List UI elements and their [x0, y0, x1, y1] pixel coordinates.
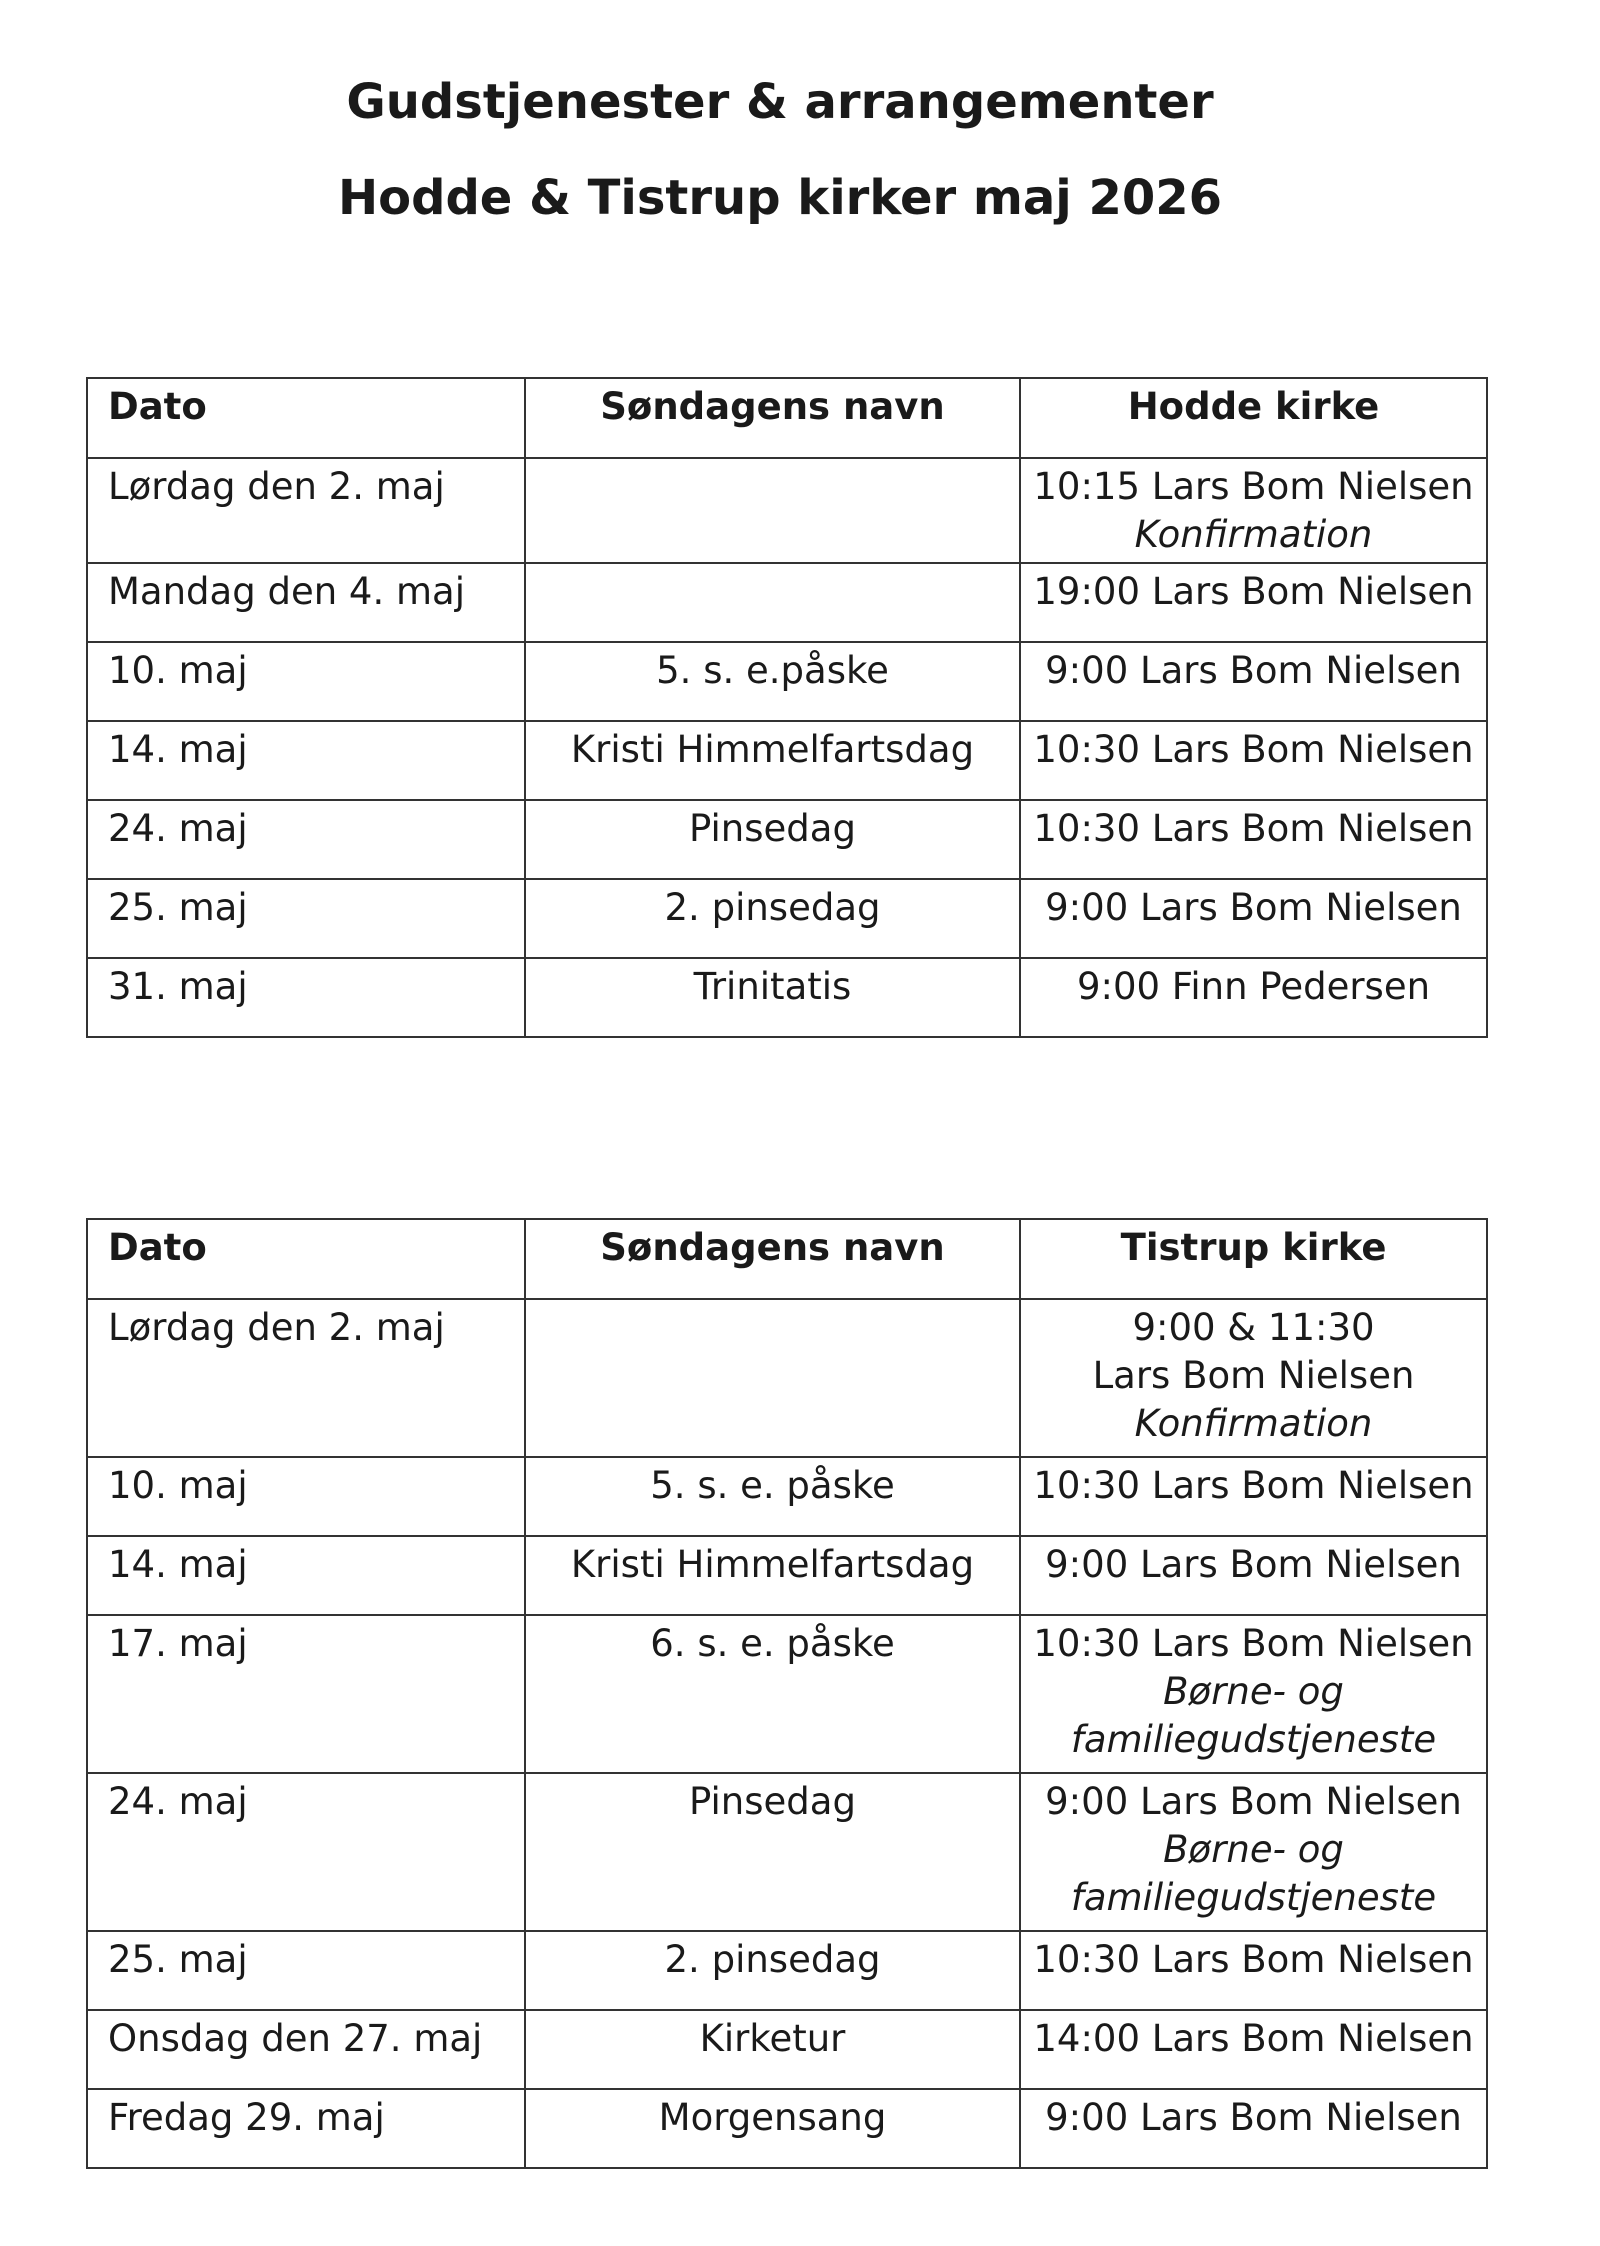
table-row — [87, 458, 1487, 563]
page-subtitle: Hodde & Tistrup kirker maj 2026 — [337, 170, 1223, 226]
sondagens-navn-cell: Morgensang — [525, 2089, 1020, 2168]
table-row — [87, 879, 1487, 958]
hodde-schedule-table — [86, 377, 1488, 1038]
service-time: 9:00 Lars Bom Nielsen — [1045, 649, 1462, 692]
sondagens-navn-cell: 5. s. e. påske — [525, 1457, 1020, 1536]
service-note: Konfirmation — [1134, 513, 1373, 556]
service-time: 9:00 Lars Bom Nielsen — [1045, 2096, 1462, 2139]
dato-cell: 17. maj — [87, 1615, 525, 1773]
service-time: 14:00 Lars Bom Nielsen — [1033, 2017, 1474, 2060]
service-time: 10:30 Lars Bom Nielsen — [1033, 728, 1474, 771]
service-time: 10:30 Lars Bom Nielsen — [1033, 1464, 1474, 1507]
sondagens-navn-cell: 5. s. e.påske — [525, 642, 1020, 721]
dato-cell: 10. maj — [87, 1457, 525, 1536]
kirke-cell — [1020, 2089, 1487, 2168]
table-row — [87, 958, 1487, 1037]
kirke-cell — [1020, 1299, 1487, 1457]
sondagens-navn-cell — [525, 458, 1020, 563]
kirke-cell — [1020, 1457, 1487, 1536]
dato-cell: Lørdag den 2. maj — [87, 458, 525, 563]
sondagens-navn-cell: Pinsedag — [525, 800, 1020, 879]
kirke-cell — [1020, 2010, 1487, 2089]
kirke-cell — [1020, 1536, 1487, 1615]
kirke-cell — [1020, 1773, 1487, 1931]
table-row — [87, 2089, 1487, 2168]
service-note: Børne- og — [1163, 1670, 1344, 1713]
table-row — [87, 642, 1487, 721]
dato-cell: 10. maj — [87, 642, 525, 721]
sondagens-navn-cell — [525, 563, 1020, 642]
dato-cell: 25. maj — [87, 879, 525, 958]
table-row — [87, 1536, 1487, 1615]
service-time: 9:00 Finn Pedersen — [1076, 965, 1431, 1008]
table-header-row — [87, 378, 1487, 458]
dato-cell: 31. maj — [87, 958, 525, 1037]
kirke-cell — [1020, 642, 1487, 721]
header-sondagens-navn: Søndagens navn — [525, 1219, 1020, 1299]
dato-cell: 24. maj — [87, 1773, 525, 1931]
sondagens-navn-cell: 6. s. e. påske — [525, 1615, 1020, 1773]
sondagens-navn-cell: 2. pinsedag — [525, 1931, 1020, 2010]
service-time: 10:30 Lars Bom Nielsen — [1033, 807, 1474, 850]
service-time: 19:00 Lars Bom Nielsen — [1033, 570, 1474, 613]
sondagens-navn-cell: Trinitatis — [525, 958, 1020, 1037]
page-title: Gudstjenester & arrangementer — [346, 74, 1214, 130]
service-time: 9:00 Lars Bom Nielsen — [1045, 1780, 1462, 1823]
table-row — [87, 563, 1487, 642]
service-time: 10:30 Lars Bom Nielsen — [1033, 1938, 1474, 1981]
sondagens-navn-cell: Kirketur — [525, 2010, 1020, 2089]
header-tistrup-kirke: Tistrup kirke — [1020, 1219, 1487, 1299]
header-hodde-kirke: Hodde kirke — [1020, 378, 1487, 458]
sondagens-navn-cell: Pinsedag — [525, 1773, 1020, 1931]
kirke-cell — [1020, 879, 1487, 958]
table-row — [87, 800, 1487, 879]
dato-cell: Onsdag den 27. maj — [87, 2010, 525, 2089]
kirke-cell — [1020, 563, 1487, 642]
service-time: 9:00 & 11:30 — [1132, 1306, 1375, 1349]
table-row — [87, 1773, 1487, 1931]
sondagens-navn-cell: Kristi Himmelfartsdag — [525, 721, 1020, 800]
kirke-cell — [1020, 1615, 1487, 1773]
table-row — [87, 2010, 1487, 2089]
dato-cell: 14. maj — [87, 1536, 525, 1615]
kirke-cell — [1020, 1931, 1487, 2010]
kirke-cell — [1020, 800, 1487, 879]
tistrup-schedule-table — [86, 1218, 1488, 2169]
table-header-row — [87, 1219, 1487, 1299]
dato-cell: 14. maj — [87, 721, 525, 800]
sondagens-navn-cell — [525, 1299, 1020, 1457]
table-row — [87, 721, 1487, 800]
header-dato: Dato — [87, 378, 525, 458]
dato-cell: Lørdag den 2. maj — [87, 1299, 525, 1457]
service-time: 10:30 Lars Bom Nielsen — [1033, 1622, 1474, 1665]
kirke-cell — [1020, 958, 1487, 1037]
table-row — [87, 1457, 1487, 1536]
service-time: 9:00 Lars Bom Nielsen — [1045, 886, 1462, 929]
dato-cell: Mandag den 4. maj — [87, 563, 525, 642]
kirke-cell — [1020, 458, 1487, 563]
service-pastor: Lars Bom Nielsen — [1092, 1354, 1415, 1397]
service-time: 9:00 Lars Bom Nielsen — [1045, 1543, 1462, 1586]
dato-cell: Fredag 29. maj — [87, 2089, 525, 2168]
table-row — [87, 1931, 1487, 2010]
dato-cell: 25. maj — [87, 1931, 525, 2010]
service-note-2: familiegudstjeneste — [1070, 1876, 1437, 1919]
table-row — [87, 1299, 1487, 1457]
service-note-2: familiegudstjeneste — [1070, 1718, 1437, 1761]
service-note: Konfirmation — [1134, 1402, 1373, 1445]
service-time: 10:15 Lars Bom Nielsen — [1033, 465, 1474, 508]
service-note: Børne- og — [1163, 1828, 1344, 1871]
sondagens-navn-cell: Kristi Himmelfartsdag — [525, 1536, 1020, 1615]
kirke-cell — [1020, 721, 1487, 800]
sondagens-navn-cell: 2. pinsedag — [525, 879, 1020, 958]
table-row — [87, 1615, 1487, 1773]
header-dato: Dato — [87, 1219, 525, 1299]
dato-cell: 24. maj — [87, 800, 525, 879]
header-sondagens-navn: Søndagens navn — [525, 378, 1020, 458]
